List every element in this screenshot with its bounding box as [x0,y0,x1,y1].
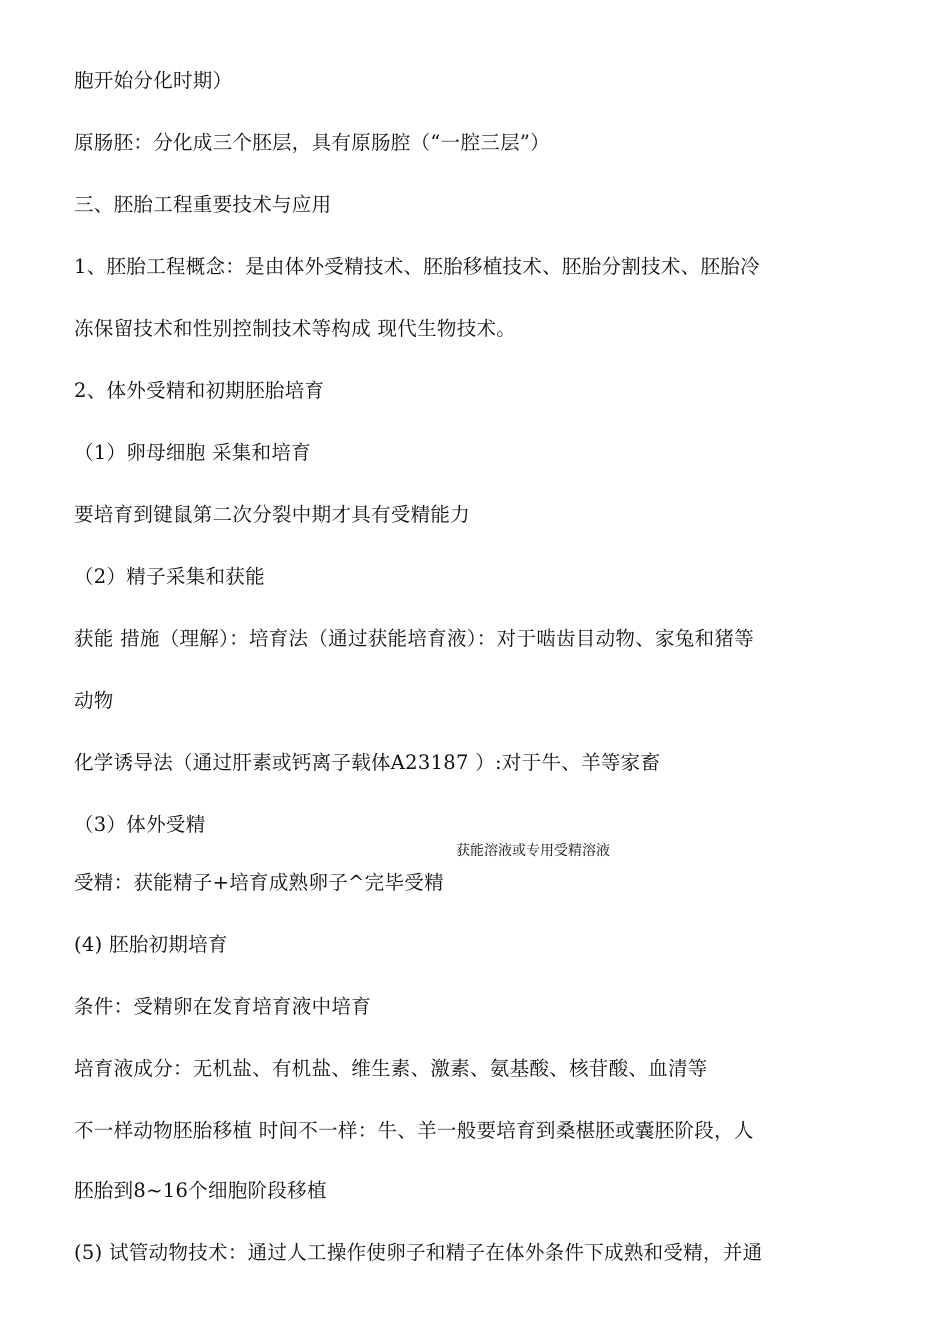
item-2: （2）精子采集和获能 [74,565,265,588]
text-line-16: 条件：受精卵在发育培育液中培育 [74,995,372,1018]
item-1: （1）卵母细胞 采集和培育 [74,441,312,464]
text-line-8: 要培育到键鼠第二次分裂中期才具有受精能力 [74,503,471,526]
text-line-10: 获能 措施（理解）：培育法（通过获能培育液）：对于啮齿目动物、家兔和猪等 [74,627,754,650]
text-line-5: 冻保留技术和性别控制技术等构成 现代生物技术。 [74,317,517,340]
text-line-4: 1、胚胎工程概念：是由体外受精技术、胚胎移植技术、胚胎分割技术、胚胎冷 [74,255,760,278]
text-line-11: 动物 [74,689,114,712]
text-line-2: 原肠胚：分化成三个胚层，具有原肠腔（“一腔三层”） [74,131,550,154]
text-line-1: 胞开始分化时期） [74,69,233,92]
text-line-14: 受精：获能精子+培育成熟卵子^完毕受精 [74,871,444,894]
item-4: (4) 胚胎初期培育 [74,933,228,956]
item-5: (5) 试管动物技术：通过人工操作使卵子和精子在体外条件下成熟和受精，并通 [74,1241,763,1264]
text-line-12: 化学诱导法（通过肝素或钙离子载体A23187 ）:对于牛、羊等家畜 [74,751,661,774]
text-line-18: 不一样动物胚胎移植 时间不一样：牛、羊一般要培育到桑椹胚或囊胚阶段，人 [74,1119,754,1142]
item-3: （3）体外受精 [74,813,206,836]
text-line-19: 胚胎到8~16个细胞阶段移植 [74,1179,327,1202]
subheading-2: 2、体外受精和初期胚胎培育 [74,379,325,402]
annotation-above-arrow: 获能溶液或专用受精溶液 [456,843,610,859]
section-heading-3: 三、胚胎工程重要技术与应用 [74,193,332,216]
text-line-17: 培育液成分：无机盐、有机盐、维生素、激素、氨基酸、核苷酸、血清等 [74,1057,708,1080]
